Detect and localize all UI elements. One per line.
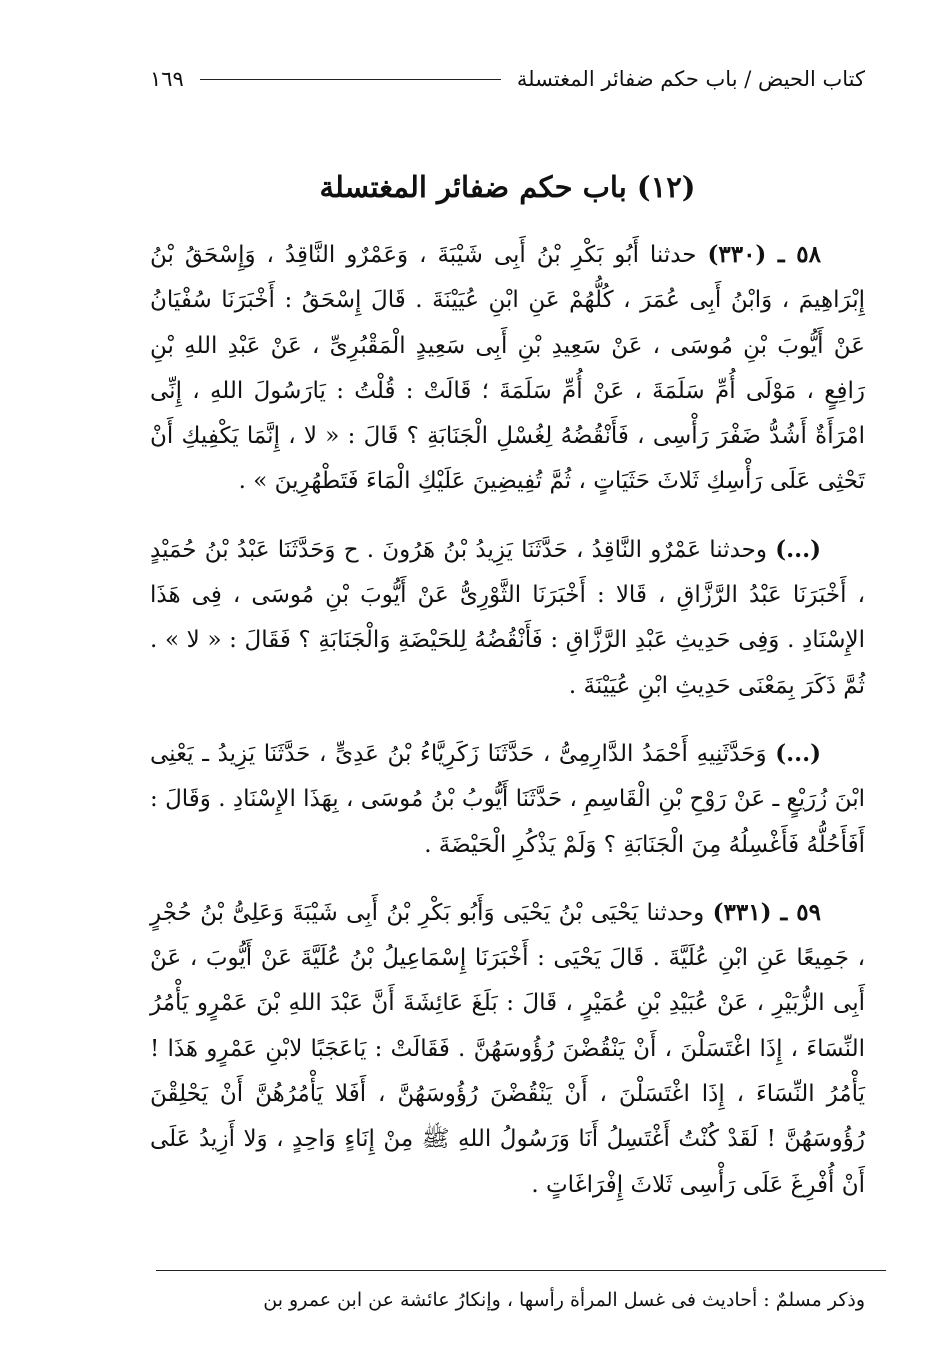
hadith-text: حدثنا أَبُو بَكْرِ بْنُ أَبِى شَيْبَةَ ، وَعَمْرٌو النَّاقِدُ ، وَإِسْحَقُ بْنُ إِبْرَاهِيمَ ، وَابْنُ أَبِى عُمَرَ ، كُلُّهُمْ عَنِ ابْنِ عُيَيْنَةَ . قَالَ إِسْحَقُ : أَخْبَرَنَا سُفْيَانُ عَنْ أَيُّوبَ بْنِ مُوسَى ، عَنْ سَعِيدِ بْنِ أَبِى سَعِيدٍ الْمَقْبُرِىِّ ، عَنْ عَبْدِ اللهِ بْنِ رَافِعٍ ، مَوْلَى أُمِّ سَلَمَةَ ، عَنْ أُمِّ سَلَمَةَ ؛ قَالَتْ : قُلْتُ : يَارَسُولَ اللهِ ، إِنِّى امْرَأَةٌ أَشُدُّ ضَفْرَ رَأْسِى ، فَأَنْقُضُهُ لِغُسْلِ الْجَنَابَةِ ؟ قَالَ : « لا ، إِنَّمَا يَكْفِيكِ أَنْ تَحْثِى عَلَى رَأْسِكِ ثَلاثَ حَثَيَاتٍ ، ثُمَّ تُفِيضِينَ عَلَيْكِ الْمَاءَ فَتَطْهُرِينَ » . bbox=[150, 242, 866, 495]
hadith-text: وحدثنا عَمْرٌو النَّاقِدُ ، حَدَّثَنَا يَزِيدُ بْنُ هَرُونَ . ح وَحَدَّثَنَا عَبْدُ بْنُ حُمَيْدٍ ، أَخْبَرَنَا عَبْدُ الرَّزَّاقِ ، قَالا : أَخْبَرَنَا الثَّوْرِىُّ عَنْ أَيُّوبَ بْنِ مُوسَى ، فِى هَذَا الإِسْنَادِ . وَفِى حَدِيثِ عَبْدِ الرَّزَّاقِ : فَأَنْقُضُهُ لِلحَيْضَةِ وَالْجَنَابَةِ ؟ فَقَالَ : « لا » . ثُمَّ ذَكَرَ بِمَعْنَى حَدِيثِ ابْنِ عُيَيْنَةَ . bbox=[150, 536, 865, 699]
hadith-number: (...) bbox=[775, 535, 821, 563]
hadith-number: ٥٨ ـ (٣٣٠) bbox=[707, 241, 822, 268]
running-title: كتاب الحيض / باب حكم ضفائر المغتسلة bbox=[516, 67, 865, 91]
chapter-title: (١٢) باب حكم ضفائر المغتسلة bbox=[319, 170, 696, 204]
hadith-text: وَحَدَّثَنِيهِ أَحْمَدُ الدَّارِمِىُّ ، حَدَّثَنَا زَكَرِيَّاءُ بْنُ عَدِىٍّ ، حَدَّثَنَا يَزِيدُ ـ يَعْنِى ابْنَ زُرَيْعٍ ـ عَنْ رَوْحِ بْنِ الْقَاسِمِ ، حَدَّثَنَا أَيُّوبُ بْنُ مُوسَى ، بِهَذَا الإِسْنَادِ . وَقَالَ : أَفَأَحُلُّهُ فَأَغْسِلُهُ مِنَ الْجَنَابَةِ ؟ وَلَمْ يَذْكُرِ الْحَيْضَةَ . bbox=[150, 740, 865, 858]
footnote: وذكر مسلمٌ : أحاديث فى غسل المرأة رأسها ، وإنكارُ عائشة عن ابن عمرو بن bbox=[263, 1289, 865, 1311]
running-header bbox=[150, 62, 865, 96]
hadith-text: وحدثنا يَحْيَى بْنُ يَحْيَى وَأَبُو بَكْرِ بْنُ أَبِى شَيْبَةَ وَعَلِىُّ بْنُ حُجْرٍ ، جَمِيعًا عَنِ ابْنِ عُلَيَّةَ . قَالَ يَحْيَى : أَخْبَرَنَا إِسْمَاعِيلُ بْنُ عُلَيَّةَ عَنْ أَيُّوبَ ، عَنْ أَبِى الزُّبَيْرِ ، عَنْ عُبَيْدِ بْنِ عُمَيْرٍ ، قَالَ : بَلَغَ عَائِشَةَ أَنَّ عَبْدَ اللهِ بْنَ عَمْرٍو يَأْمُرُ النِّسَاءَ ، إِذَا اغْتَسَلْنَ ، أَنْ يَنْقُضْنَ رُؤُوسَهُنَّ . فَقَالَتْ : يَاعَجَبًا لابْنِ عَمْرٍو هَذَا ! يَأْمُرُ النِّسَاءَ ، إِذَا اغْتَسَلْنَ ، أَنْ يَنْقُضْنَ رُؤُوسَهُنَّ ، أَفَلا يَأْمُرُهُنَّ أَنْ يَحْلِقْنَ رُؤُوسَهُنَّ ! لَقَدْ كُنْتُ أَغْتَسِلُ أَنَا وَرَسُولُ اللهِ ﷺ مِنْ إِنَاءٍ وَاحِدٍ ، وَلا أَزِيدُ عَلَى أَنْ أُفْرِغَ عَلَى رَأْسِى ثَلاثَ إِفْرَاغَاتٍ . bbox=[150, 899, 865, 1198]
footnote-rule bbox=[156, 1270, 886, 1271]
page-number: ١٦٩ bbox=[150, 67, 184, 91]
hadith-paragraph bbox=[150, 527, 865, 709]
main-text bbox=[150, 232, 865, 1208]
hadith-number: ٥٩ ـ (٣٣١) bbox=[712, 898, 821, 926]
header-rule bbox=[200, 79, 501, 80]
hadith-paragraph bbox=[150, 890, 865, 1208]
hadith-paragraph bbox=[150, 232, 865, 505]
hadith-paragraph bbox=[150, 731, 865, 868]
hadith-number: (...) bbox=[775, 739, 821, 767]
